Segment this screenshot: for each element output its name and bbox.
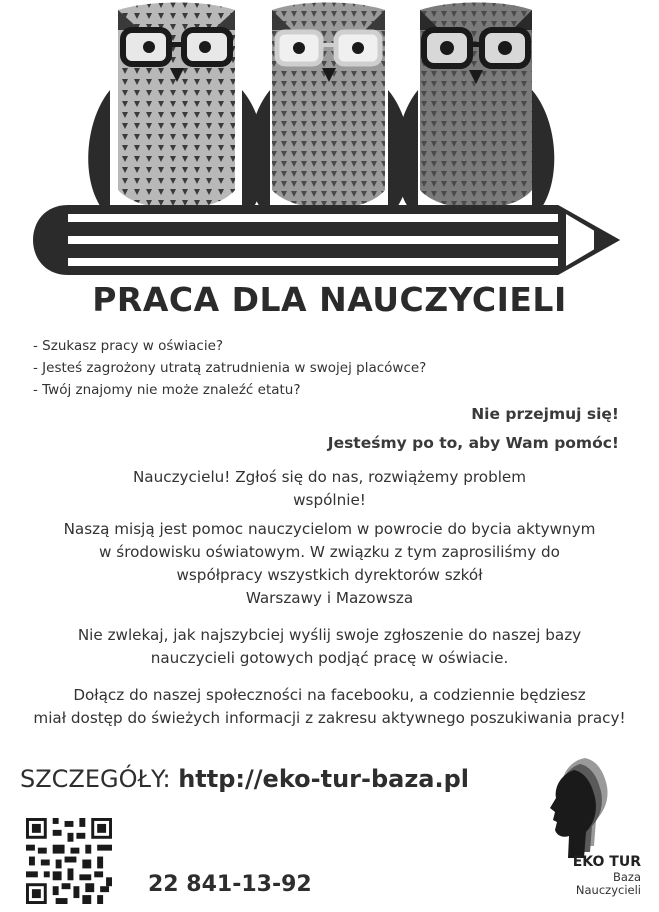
owl-left-icon [88,3,264,223]
logo-subtitle [576,871,641,897]
list-item: - Twój znajomy nie może znaleźć etatu? [33,382,301,398]
page-title: PRACA DLA NAUCZYCIELI [92,280,567,319]
list-item: - Jesteś zagrożony utratą zatrudnienia w swojej placówce? [33,360,427,376]
paragraph-line: w środowisku oświatowym. W związku z tym zaprosiliśmy do [99,543,560,561]
details-label: SZCZEGÓŁY: [20,765,171,793]
paragraph-line: Naszą misją jest pomoc nauczycielom w powrocie do bycia aktywnym [63,520,596,538]
paragraph-mission [0,518,659,610]
paragraph-line: Dołącz do naszej społeczności na facebooku, a codziennie będziesz [73,686,586,704]
paragraph-call-to-action [0,624,659,670]
phone-number[interactable]: 22 841-13-92 [148,872,312,897]
pencil-icon [33,205,620,275]
paragraph-line: miał dostęp do świeżych informacji z zakresu aktywnego poszukiwania pracy! [33,709,626,727]
website-link[interactable]: http://eko-tur-baza.pl [178,765,470,793]
slogan-line-1: Nie przejmuj się! [471,405,619,423]
question-list [33,335,426,401]
paragraph-line: Warszawy i Mazowsza [245,589,414,607]
owl-middle-icon [248,3,410,223]
logo-brand: EKO TUR [572,854,641,870]
logo-subtitle-line: Nauczycieli [575,883,641,897]
paragraph-line: nauczycieli gotowych podjąć pracę w oświacie. [150,649,509,667]
paragraph-facebook [0,684,659,730]
paragraph-line: wspólnie! [293,491,366,509]
owls-on-pencil-illustration [0,0,659,290]
slogan-line-2: Jesteśmy po to, aby Wam pomóc! [327,434,619,452]
details-line [20,765,469,793]
paragraph-line: Nie zwlekaj, jak najszybciej wyślij swoje zgłoszenie do naszej bazy [77,626,582,644]
owl-right-icon [396,3,554,223]
qr-code-icon[interactable] [26,818,112,904]
paragraph-line: Nauczycielu! Zgłoś się do nas, rozwiążemy problem [132,468,527,486]
paragraph-appeal [0,466,659,512]
paragraph-line: współpracy wszystkich dyrektorów szkół [176,566,483,584]
list-item: - Szukasz pracy w oświacie? [33,338,224,354]
logo-subtitle-line: Baza [612,870,641,884]
